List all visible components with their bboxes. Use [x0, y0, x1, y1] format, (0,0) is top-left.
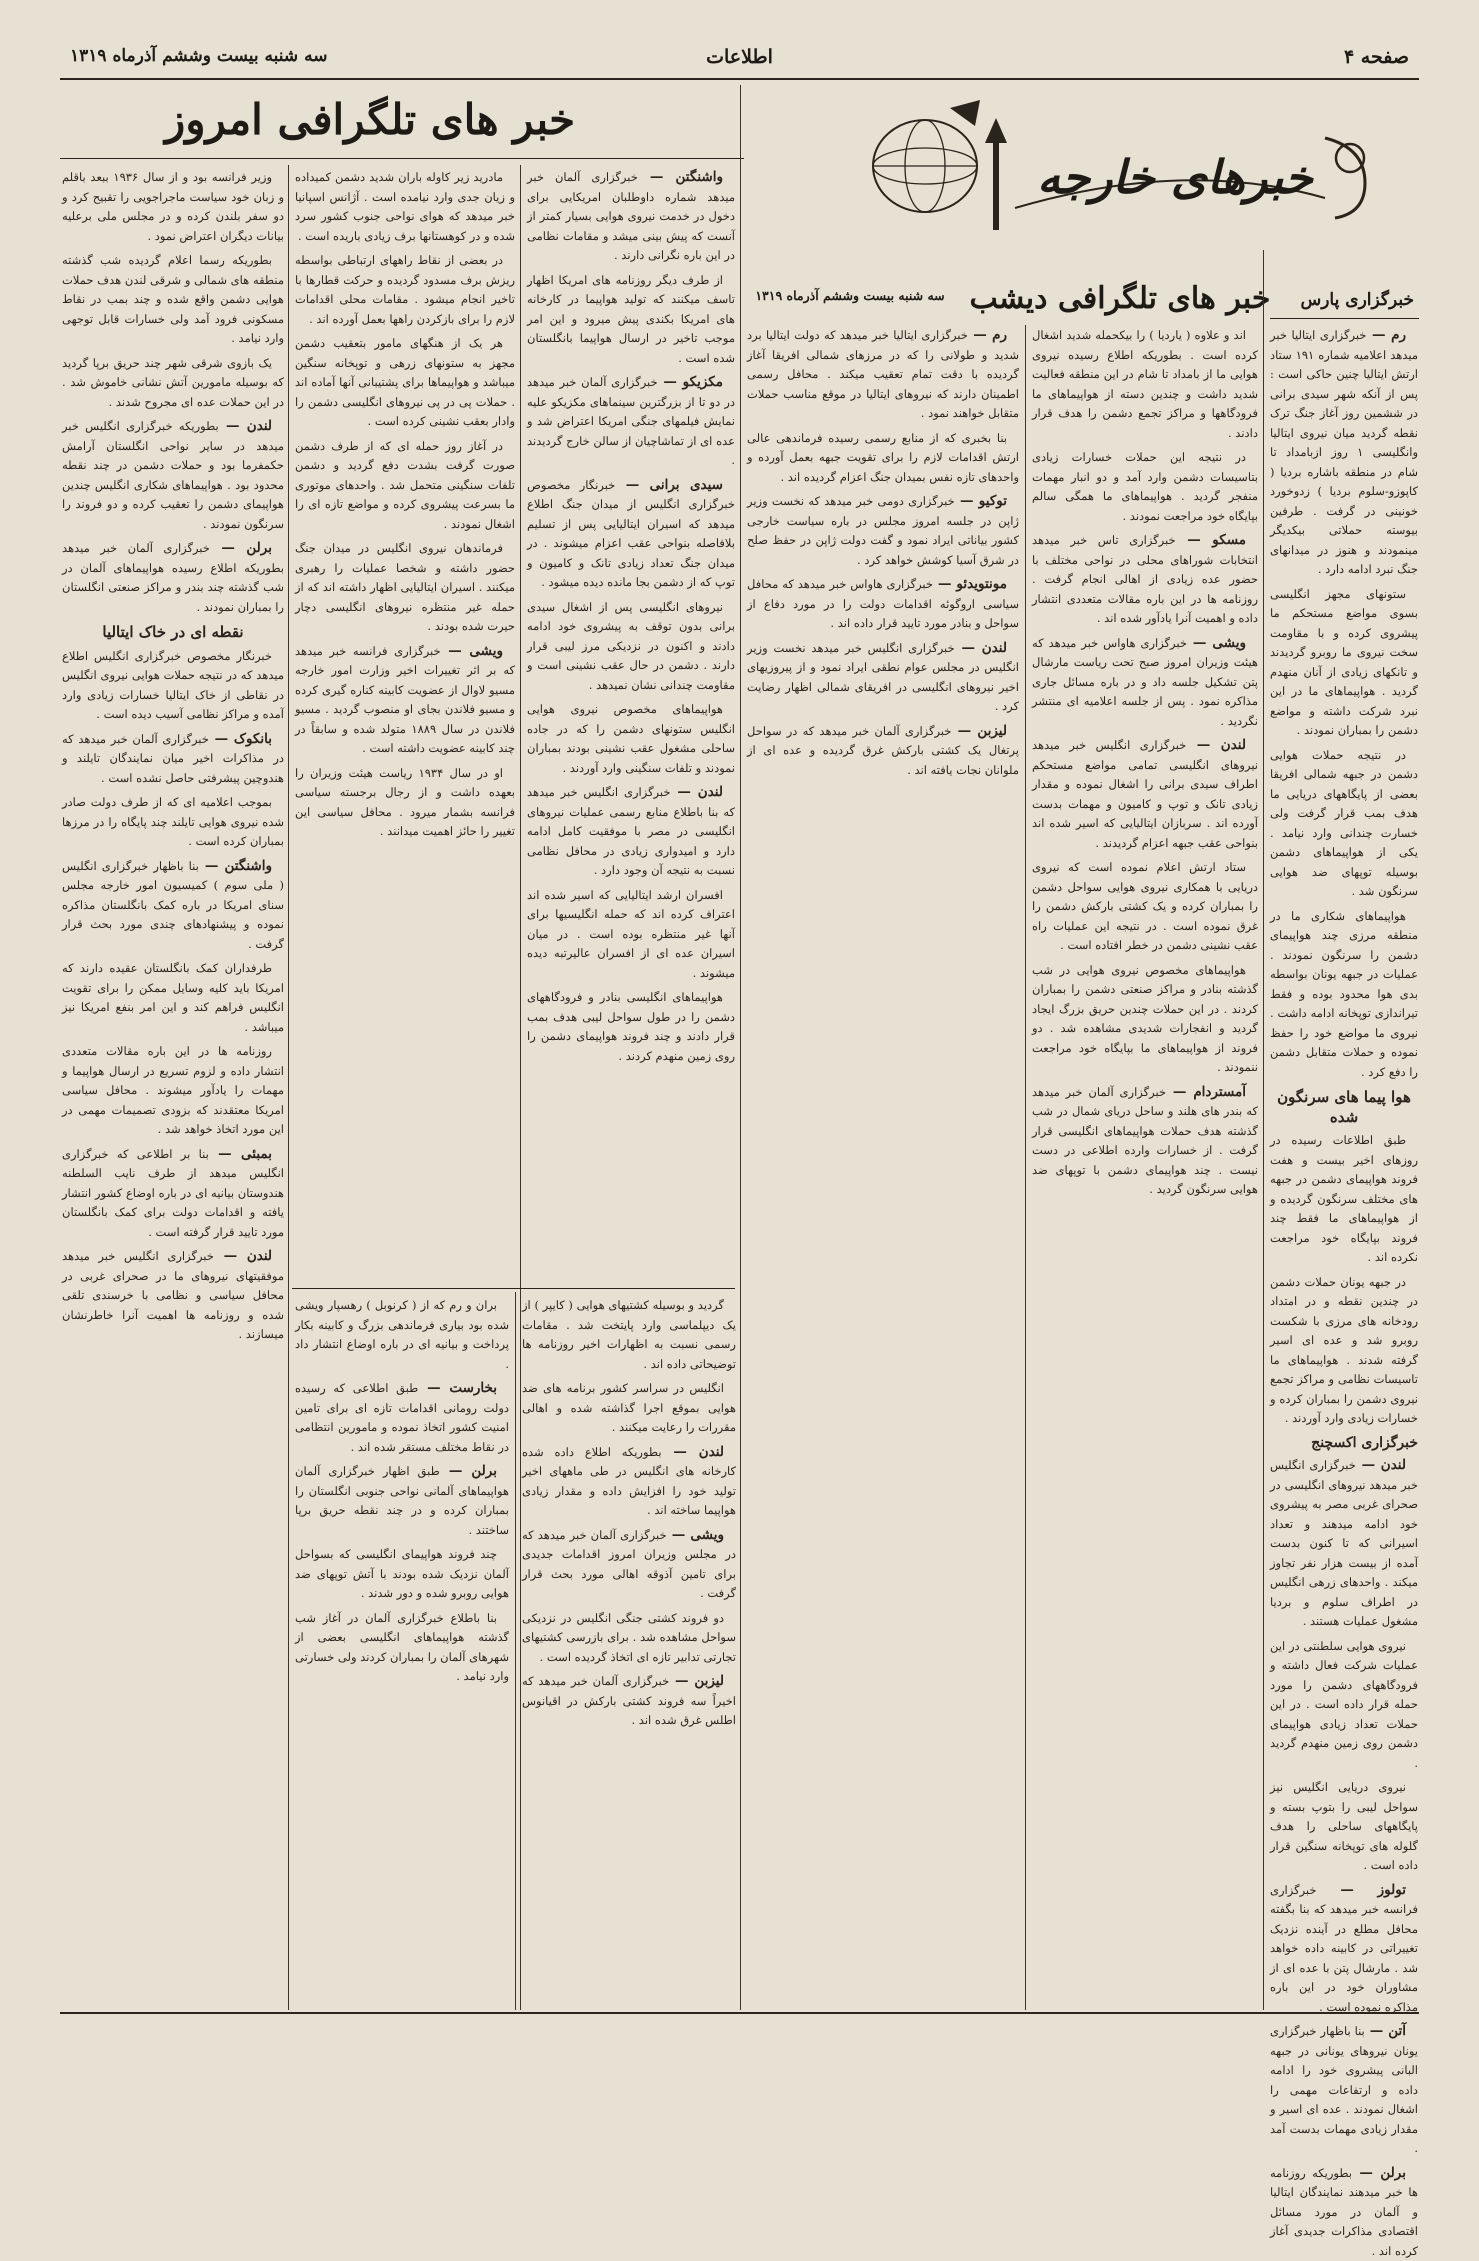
paragraph-text: در آغاز روز حمله ای که از طرف دشمن صورت گرفت بشدت دفع گردید و دشمن تلفات سنگینی متحمل شد . واحدهای موتوری ما بسرعت پیشروی کرده و مواضع تازه ای را اشغال نمودند . [295, 439, 515, 531]
column-today-3 [527, 168, 735, 1280]
paragraph-text: بموجب اعلامیه ای که از طرف دولت صادر شده نیروی هوایی تایلند چند پایگاه را در مرزها بمباران کرده است . [62, 795, 284, 848]
news-paragraph [62, 959, 284, 1037]
column-rule-4 [520, 165, 521, 2010]
header-rule [60, 78, 1419, 80]
news-paragraph [295, 334, 515, 432]
paragraph-text: خبرگزاری ایتالیا خبر میدهد که دولت ایتالیا برد شدید و طولانی را که در مرزهای شمالی افریقا آغاز گردیده با دقت تمام تعقیب میکند . محافل رسمی اطمینان دارند که نیروهای ایتالیا در موقع مناسب حملات متقابل خواهند نمود . [747, 328, 1019, 420]
paragraph-text: خبرگزاری آلمان خبر میدهد در دو تا از بزرگترین سینماهای مکزیکو علیه نمایش فیلمهای جنگی امریکا اعتراض شد و عده ای از تماشاچیان از سالن خارج گردیدند . [527, 375, 735, 467]
news-paragraph [1032, 961, 1258, 1078]
dateline: ویشی — [441, 643, 503, 659]
news-paragraph [1032, 326, 1258, 443]
paragraph-text: بطوریکه رسما اعلام گردیده شب گذشته منطقه های شمالی و شرقی لندن هدف حملات هوایی دشمن واقع شده و چند بمب در نقاط مسکونی فرود آمد ولی خسارات قابل توجهی وارد نیامد . [62, 253, 284, 345]
night-headline: خبر های تلگرافی دیشب [955, 275, 1285, 323]
news-paragraph [295, 1379, 509, 1457]
news-paragraph [1270, 1637, 1418, 1774]
column-rule-1 [1263, 250, 1264, 2010]
dateline: ویشی — [667, 1527, 724, 1543]
paragraph-text: فرماندهان نیروی انگلیس در میدان جنگ حضور داشته و شخصا عملیات را رهبری میکنند . اسیران ایتالیایی اظهار داشته اند که از حمله غیر منتظره نیروهای انگلیسی دچار حیرت شده بودند . [295, 541, 515, 633]
dateline: لندن — [219, 418, 272, 434]
news-paragraph [1270, 1778, 1418, 1876]
paragraph-text: بنا بخبری که از منابع رسمی رسیده فرماندهی عالی ارتش اقدامات لازم را برای تقویت جبهه بعمل آورده و واحدهای تازه نفس بمیدان جنگ اعزام گردیده اند . [747, 431, 1019, 484]
news-paragraph [747, 575, 1019, 634]
news-paragraph [62, 168, 284, 246]
dateline: بخارست — [418, 1380, 497, 1396]
agency-subheading: خبرگزاری اکسچنج [1270, 1434, 1418, 1454]
paragraph-text: خبرنگار مخصوص خبرگزاری انگلیس اطلاع میدهد که در نتیجه حملات هوایی نیروی انگلیس در نقاطی از خاک ایتالیا خسارات زیادی وارد آمده و مراکز نظامی آسیب دیده است . [62, 649, 284, 722]
newspaper-name: اطلاعات [706, 46, 773, 68]
column-today-4 [295, 168, 515, 1280]
paragraph-text: در نتیجه این حملات خسارات زیادی بتاسیسات دشمن وارد آمد و دو انبار مهمات منفجر گردید . هواپیماهای ما همگی سالم بپایگاه خود مراجعت نمودند . [1032, 450, 1258, 523]
news-paragraph [295, 1296, 509, 1374]
paragraph-text: طبق اظهار خبرگزاری آلمان هواپیماهای آلمانی نواحی جنوبی انگلستان را بمباران کرده و در چند نقطه حریق برپا ساختند . [295, 1464, 509, 1537]
paragraph-text: هواپیماهای شکاری ما در منطقه مرزی چند هواپیمای دشمن را سرنگون نمودند . عملیات در جبهه یونان بواسطه بدی هوا محدود بوده و فقط تیراندازی توپخانه ادامه داشت . نیروی ما مواضع خود را حفظ نموده و حملات متقابل دشمن را دفع کرد . [1270, 909, 1418, 1079]
news-paragraph [62, 1145, 284, 1243]
news-paragraph [527, 373, 735, 471]
news-paragraph [747, 639, 1019, 717]
paragraph-text: خبرگزاری انگلیس خبر میدهد که بنا باطلاع منابع رسمی عملیات نیروهای انگلیسی در مصر با موفقیت کامل ادامه دارد و امیدواری زیادی در محافل نظامی نسبت به نتیجه آن وجود دارد . [527, 785, 735, 877]
paragraph-text: او در سال ۱۹۳۴ ریاست هیئت وزیران را بعهده داشت و از رجال برجسته سیاسی فرانسه بشمار میرود . محافل سیاسی این تغییر را حائز اهمیت میدانند . [295, 766, 515, 839]
dateline: بانکوک — [209, 731, 272, 747]
paragraph-text: در نتیجه حملات هوایی دشمن در جبهه شمالی افریقا بعضی از پایگاههای دریایی ما هدف بمب قرار گرفت ولی خسارت چندانی وارد نیامد . یکی از هواپیماهای دشمن بوسیله توپهای ضد هوایی سرنگون شد . [1270, 748, 1418, 899]
news-paragraph [527, 783, 735, 881]
news-paragraph [1032, 736, 1258, 853]
paragraph-text: خبرگزاری فرانسه خبر میدهد که بر اثر تغییرات اخیر وزارت امور خارجه مسیو لاوال از عضویت کابینه کناره گیری کرده و مسیو فلاندن بجای او منصوب گردید . مسیو فلاندن در سال ۱۸۸۹ متولد شده و سابقاً در چند کابینه عضویت داشته است . [295, 644, 515, 756]
paragraph-text: بران و رم که از ( کرنوبل ) رهسپار ویشی شده بود بیاری فرماندهی بزرگ و کابینه بکار پرداخت و بیانیه ای در باره اوضاع انتشار داد . [295, 1298, 509, 1371]
news-paragraph [295, 539, 515, 637]
news-paragraph [522, 1672, 736, 1731]
news-paragraph [62, 354, 284, 413]
bottom-column-rule [515, 1292, 516, 2010]
news-paragraph [295, 1545, 509, 1604]
paragraph-text: نیروهای انگلیسی پس از اشغال سیدی برانی بدون توقف به پیشروی خود ادامه دادند و اکنون در نزدیکی مرز لیبی قرار دارند . دشمن در حال عقب نشینی است و مقاومت چندانی نشان نمیدهد . [527, 600, 735, 692]
news-paragraph [522, 1296, 736, 1374]
news-paragraph [522, 1609, 736, 1668]
main-headline-rule [60, 158, 744, 159]
paragraph-text: وزیر فرانسه بود و از سال ۱۹۳۶ ببعد باقلم و زبان خود سیاست ماجراجویی را تقبیح کرد و دو سفر بلندن کرده و در مجلس ملی برعلیه بیانات دیگران اعتراض نمود . [62, 170, 284, 243]
news-paragraph [522, 1443, 736, 1521]
dateline: برلن — [440, 1463, 497, 1479]
dateline: لندن — [662, 1444, 724, 1460]
news-paragraph [295, 1462, 509, 1540]
paragraph-text: بنا باظهار خبرگزاری یونان نیروهای یونانی در جبهه البانی پیشروی خود را ادامه داده و ارتفاعات مهمی را اشغال نمودند . عده ای اسیر و مقدار زیادی مهمات بدست آمد . [1270, 2024, 1418, 2155]
paragraph-text: از طرف دیگر روزنامه های امریکا اظهار تاسف میکنند که تولید هواپیما در کارخانه های امریکا بکندی پیش میرود و این امر موجب تاخیر در ارسال هواپیما بانگلستان شده است . [527, 273, 735, 365]
column-night-news-right [1032, 326, 1258, 2006]
bottom-block-right [522, 1296, 736, 2006]
paragraph-text: نیروی دریایی انگلیس نیز سواحل لیبی را بتوپ بسته و پایگاههای ساحلی را هدف گلوله های توپخانه سنگین قرار داده است . [1270, 1780, 1418, 1872]
paragraph-text: چند فروند هواپیمای انگلیسی که بسواحل آلمان نزدیک شده بودند با آتش توپهای ضد هوایی روبرو شده و دور شدند . [295, 1547, 509, 1600]
news-paragraph [62, 857, 284, 955]
dateline: واشنگتن — [199, 858, 272, 874]
pars-agency-title: خبرگزاری پارس [1284, 290, 1414, 310]
dateline: آتن — [1365, 2023, 1406, 2039]
dateline: لندن — [1356, 1457, 1406, 1473]
dateline: تولوز — [1317, 1882, 1407, 1898]
night-date: سه شنبه بیست وششم آذرماه ۱۳۱۹ [750, 288, 950, 303]
dateline: برلن — [1352, 2165, 1406, 2181]
paragraph-text: مادرید زیر کاوله باران شدید دشمن کمیداده و زیان جدی وارد نیامده است . آژانس اسپانیا خبر میدهد که هوای نواحی جنوب کشور سرد شده و در کوهستانها برف زیادی باریده است . [295, 170, 515, 243]
paragraph-text: بطوریکه خبرگزاری انگلیس خبر میدهد در سایر نواحی انگلستان آرامش حکمفرما بود و حملات دشمن در چند نقطه محدود بود . هواپیماهای شکاری انگلیس چندین هواپیمای دشمن را تعقیب کرده و دو فروند را سرنگون نمودند . [62, 419, 284, 531]
paragraph-text: اند و علاوه ( یاردیا ) را بیکحمله شدید اشغال کرده است . بطوریکه اطلاع رسیده نیروی هوایی ما از بامداد تا شام در این منطقه فعالیت شدید داشت و چندین دسته از هواپیماهای ما فرودگاهها و مراکز تجمع دشمن را هدف قرار دادند . [1032, 328, 1258, 440]
dateline: بمبئی — [209, 1146, 272, 1162]
news-paragraph [295, 642, 515, 759]
news-paragraph [527, 988, 735, 1066]
news-paragraph [522, 1526, 736, 1604]
dateline: لندن — [955, 640, 1007, 656]
dateline: لیزبن — [951, 723, 1007, 739]
news-paragraph [747, 492, 1019, 570]
news-paragraph [1032, 1083, 1258, 1200]
paragraph-text: خبرگزاری آلمان خبر میدهد که اخیراً سه فروند کشتی بارکش در اقیانوس اطلس غرق شده اند . [522, 1674, 736, 1727]
paragraph-text: خبرگزاری آلمان خبر میدهد که بندر های هلند و ساحل دریای شمال در شب گذشته هدف حملات هواپیماهای انگلیسی قرار گرفت . از خسارات وارده اطلاعی در دست نیست . چند هواپیمای دشمن با توپهای ضد هوایی سرنگون گردید . [1032, 1085, 1258, 1197]
paragraph-text: خبرگزاری فرانسه خبر میدهد که بنا بگفته محافل مطلع در آینده نزدیک تغییراتی در کابینه داده خواهد شد . مارشال پتن با عده ای از مشاوران خود در این باره مذاکره نموده است . [1270, 1883, 1418, 2014]
paragraph-text: بطوریکه اطلاع داده شده کارخانه های انگلیس در طی ماههای اخیر تولید خود را افزایش داده و مقدار زیادی هواپیما ساخته اند . [522, 1445, 736, 1518]
page-number: صفحه ۴ [1344, 46, 1409, 68]
news-paragraph [527, 700, 735, 778]
paragraph-text: خبرگزاری دومی خبر میدهد که نخست وزیر ژاپن در جلسه امروز مجلس در باره سیاست خارجی کشور بیاناتی ایراد نمود و گفت دولت ژاپن در حفظ صلح در شرق آسیا کوشش خواهد کرد . [747, 494, 1019, 567]
news-paragraph [527, 271, 735, 369]
paragraph-text: هواپیماهای مخصوص نیروی هوایی انگلیس ستونهای دشمن را که در جاده ساحلی مشغول عقب نشینی بودند بمباران نمودند و تلفات سنگینی وارد آوردند . [527, 702, 735, 775]
subheading: نقطه ای در خاک ایتالیا [62, 623, 284, 643]
paragraph-text: بنا باطلاع خبرگزاری آلمان در آغاز شب گذشته هواپیماهای انگلیسی بعضی از شهرهای آلمان را بمباران کردند ولی خسارتی وارد نیامد . [295, 1611, 509, 1684]
paragraph-text: بطوریکه روزنامه ها خبر میدهند نمایندگان ایتالیا و آلمان در مورد مسائل اقتصادی مذاکرات جدیدی آغاز کرده اند . [1270, 2166, 1418, 2258]
dateline: رم — [1366, 327, 1406, 343]
paragraph-text: خبرگزاری انگلیس خبر میدهد نیروهای انگلیسی تمامی مواضع مستحکم اطراف سیدی برانی را اشغال نموده و مقدار زیادی تانک و توپ و کامیون و مهمات بدست آورده اند . سربازان ایتالیایی که اسیر شده اند بنواحی عقب جبهه اعزام گردیدند . [1032, 738, 1258, 850]
news-paragraph [1032, 634, 1258, 732]
paragraph-text: خبرگزاری آلمان خبر میدهد شماره داوطلبان امریکایی برای دخول در خدمت نیروی هوایی بسیار کمتر از آنست که پیش بینی میشد و مقامات نظامی در این باره نگرانی دارند . [527, 170, 735, 262]
column-rule-5 [288, 165, 289, 2010]
news-paragraph [1270, 2164, 1418, 2261]
subheading: هوا پیما های سرنگون شده [1270, 1088, 1418, 1127]
paragraph-text: خبرگزاری انگلیس خبر میدهد موفقیتهای نیروهای ما در صحرای غربی در محافل سیاسی و نظامی با خرسندی تلقی شده و روزنامه ها اهمیت آنرا خاطرنشان میسازند . [62, 1249, 284, 1341]
dateline: لیزبن — [669, 1673, 724, 1689]
news-paragraph [1270, 1273, 1418, 1429]
news-paragraph [1032, 531, 1258, 629]
news-paragraph [62, 251, 284, 349]
dateline: لندن — [670, 784, 723, 800]
news-paragraph [1270, 907, 1418, 1083]
column-night-news-left [747, 326, 1019, 2006]
foreign-news-logo [855, 98, 1385, 238]
dateline: واشنگتن — [638, 169, 723, 185]
news-paragraph [62, 539, 284, 617]
paragraph-text: خبرگزاری انگلیس خبر میدهد نخست وزیر انگلیس در مجلس عوام نطقی ایراد نمود و از پیروزیهای اخیر نیروهای انگلیسی در افریقای شمالی اظهار رضایت کرد . [747, 641, 1019, 714]
dateline: ویشی — [1187, 635, 1246, 651]
news-paragraph [747, 722, 1019, 781]
paragraph-text: دو فروند کشتی جنگی انگلیس در نزدیکی سواحل مشاهده شد . برای بازرسی کشتیهای تجارتی تدابیر تازه ای اتخاذ گردیده است . [522, 1611, 736, 1664]
footer-rule [60, 2012, 1419, 2014]
news-paragraph [527, 886, 735, 984]
news-paragraph [1270, 1881, 1418, 2018]
paragraph-text: افسران ارشد ایتالیایی که اسیر شده اند اعتراف کرده اند که حمله انگلیسیها برای آنها غیر منتظره بوده است . در میان اسیران عده ای از افسران عالیرتبه دیده میشوند . [527, 888, 735, 980]
news-paragraph [62, 647, 284, 725]
paragraph-text: طبق اطلاعات رسیده در روزهای اخیر بیست و هفت فروند هواپیمای دشمن در جبهه های مختلف سرنگون گردیده و از هواپیماهای ما فقط چند فروند بپایگاه خود مراجعت نکرده اند . [1270, 1133, 1418, 1264]
paragraph-text: یک بازوی شرقی شهر چند حریق برپا گردید که بوسیله مامورین آتش نشانی خاموش شد . در این حملات عده ای مجروح شدند . [62, 356, 284, 409]
paragraph-text: طرفداران کمک بانگلستان عقیده دارند که امریکا باید کلیه وسایل ممکن را برای تقویت انگلیس فراهم کند و این امر بنفع امریکا نیز میباشد . [62, 961, 284, 1034]
paragraph-text: خبرگزاری انگلیس خبر میدهد نیروهای انگلیسی در صحرای غربی مصر به پیشروی خود ادامه میدهند و تعداد اسیرانی که تا کنون بدست آمده از بیست هزار نفر تجاوز میکند . واحدهای زرهی انگلیس در اطراف سلوم و بردیا مشغول عملیات هستند . [1270, 1458, 1418, 1628]
dateline: مکزیکو — [658, 374, 723, 390]
paragraph-text: انگلیس در سراسر کشور برنامه های ضد هوایی بموقع اجرا گذاشته شده و اهالی مقررات را رعایت میکنند . [522, 1381, 736, 1434]
news-paragraph [1032, 448, 1258, 526]
news-paragraph [1270, 1131, 1418, 1268]
paragraph-text: طبق اطلاعی که رسیده دولت رومانی اقدامات تازه ای برای تامین امنیت کشور اتخاذ نموده و مامورین انتظامی در نقاط مختلف مستقر شده اند . [295, 1381, 509, 1454]
news-paragraph [527, 476, 735, 593]
news-paragraph [1270, 585, 1418, 741]
paragraph-text: خبرگزاری آلمان خبر میدهد که در مجلس وزیران امروز اقدامات جدیدی برای تامین آذوقه اهالی مورد بحث قرار گرفت . [522, 1528, 736, 1601]
dateline: مونتویدئو — [933, 576, 1007, 592]
news-paragraph [1270, 326, 1418, 580]
paragraph-text: خبرگزاری آلمان خبر میدهد که در سواحل پرتغال یک کشتی بارکش غرق گردیده و عده ای از ملوانان نجات یافته اند . [747, 724, 1019, 777]
paragraph-text: ستاد ارتش اعلام نموده است که نیروی دریایی با همکاری نیروی هوایی سواحل دشمن را بمباران کرده و یک کشتی بارکش دشمن را غرق نموده است . در نتیجه این عملیات راه عقب نشینی دشمن در خطر افتاده است . [1032, 860, 1258, 952]
paragraph-text: روزنامه ها در این باره مقالات متعددی انتشار داده و لزوم تسریع در ارسال هواپیما و مهمات را یادآور میشوند . محافل سیاسی امریکا معتقدند که بزودی تصمیمات مهمی در این مورد اتخاذ خواهد شد . [62, 1044, 284, 1136]
dateline: برلن — [210, 540, 272, 556]
main-headline: خبر های تلگرافی امروز [160, 88, 580, 152]
news-paragraph [62, 1247, 284, 1345]
paragraph-text: در جبهه یونان حملات دشمن در چندین نقطه و در امتداد رودخانه های مرزی با شکست روبرو شد و عده ای اسیر گرفته شدند . هواپیماهای ما تاسیسات نظامی و مراکز تجمع نیروی دشمن را بمباران کرده و خسارات زیادی وارد آوردند . [1270, 1275, 1418, 1426]
news-paragraph [295, 1609, 509, 1687]
issue-date: سه شنبه بیست وششم آذرماه ۱۳۱۹ [70, 46, 327, 66]
news-paragraph [747, 326, 1019, 424]
pars-rule [1270, 318, 1419, 319]
dateline: لندن — [1186, 737, 1246, 753]
paragraph-text: خبرگزاری هاواس خبر میدهد که هیئت وزیران امروز صبح تحت ریاست مارشال پتن تشکیل جلسه داد و در باره مسائل جاری مذاکره نمود . پس از جلسه اعلامیه ای منتشر نگردید . [1032, 636, 1258, 728]
paragraph-text: هر یک از هنگهای مامور بتعقیب دشمن مجهز به ستونهای زرهی و توپخانه سنگین میباشد و هواپیماها برای پشتیبانی آنها آماده اند . حملات پی در پی نیروهای انگلیسی دشمن را وادار بعقب نشینی کرده است . [295, 336, 515, 428]
paragraph-text: بنا بر اطلاعی که خبرگزاری انگلیس میدهد از طرف نایب السلطنه هندوستان بیانیه ای در باره اوضاع کشور انتشار یافته و اقدامات دولت برای کمک بانگلستان مورد تایید قرار گرفته است . [62, 1147, 284, 1239]
news-paragraph [295, 168, 515, 246]
paragraph-text: نیروی هوایی سلطنتی در این عملیات شرکت فعال داشته و فرودگاههای دشمن را مورد حمله قرار داده است . در این حملات تعداد زیادی هواپیمای دشمن روی زمین منهدم گردید . [1270, 1639, 1418, 1770]
paragraph-text: بنا باظهار خبرگزاری انگلیس ( ملی سوم ) کمیسیون امور خارجه مجلس سنای امریکا در باره کمک بانگلستان مذاکره نموده و پیشنهادهای چندی مورد بحث قرار گرفت . [62, 859, 284, 951]
paragraph-text: هواپیماهای مخصوص نیروی هوایی در شب گذشته بنادر و مراکز صنعتی دشمن را بمباران کردند . در این حملات چندین حریق بزرگ ایجاد گردید و انفجارات شدیدی مشاهده شد . دو فروند از هواپیماهای ما بپایگاه خود مراجعت ننمودند . [1032, 963, 1258, 1075]
dateline: سیدی برانی — [615, 477, 723, 493]
paragraph-text: خبرگزاری آلمان خبر میدهد بطوریکه اطلاع رسیده هواپیماهای آلمان در شب گذشته چند بندر و مراکز صنعتی انگلستان را بمباران نمودند . [62, 541, 284, 614]
logo-text: خبرهای خارجه [1037, 150, 1314, 205]
news-paragraph [527, 598, 735, 696]
paragraph-text: هواپیماهای انگلیسی بنادر و فرودگاههای دشمن را در طول سواحل لیبی هدف بمب قرار دادند و چند فروند هواپیمای دشمن را روی زمین منهدم کردند . [527, 990, 735, 1063]
paragraph-text: خبرگزاری تاس خبر میدهد انتخابات شوراهای محلی در نواحی مختلف با حضور عده زیادی از اهالی انجام گرفت . روزنامه ها در این باره مقالات متعددی انتشار داده و اهمیت آنرا یادآور شده اند . [1032, 533, 1258, 625]
news-paragraph [295, 437, 515, 535]
paragraph-text: ستونهای مجهز انگلیسی بسوی مواضع مستحکم ما پیشروی کرده و با مقاومت سخت نیروی ما روبرو گردیدند و تانکهای زیادی از آنان منهدم گردید . هواپیماهای ما در این نبرد شرکت داشته و مواضع دشمن را بمباران نمودند . [1270, 587, 1418, 738]
paragraph-text: خبرنگار مخصوص خبرگزاری انگلیس از میدان جنگ اطلاع میدهد که اسیران ایتالیایی پس از تسلیم بلافاصله بنواحی عقب اعزام میشوند . در میدان جنگ تعداد زیادی تانک و کامیون و توپ که از دشمن بجا مانده دیده میشود . [527, 478, 735, 590]
news-paragraph [295, 251, 515, 329]
column-today-5 [62, 168, 284, 2006]
dateline: مسکو — [1176, 532, 1246, 548]
paragraph-text: خبرگزاری هاواس خبر میدهد که محافل سیاسی اروگوئه اقدامات دولت را در مورد دفاع از سواحل و بنادر مورد تایید قرار داده اند . [747, 577, 1019, 630]
news-paragraph [62, 417, 284, 534]
news-paragraph [1270, 1456, 1418, 1632]
news-paragraph [1270, 746, 1418, 902]
column-rule-2 [1025, 325, 1026, 2010]
paragraph-text: گردید و بوسیله کشتیهای هوایی ( کایپر ) از یک دیپلماسی وارد پایتخت شد . مقامات رسمی نسبت به اظهارات اخیر روزنامه ها توضیحاتی داده اند . [522, 1298, 736, 1371]
news-paragraph [522, 1379, 736, 1438]
dateline: لندن — [214, 1248, 272, 1264]
news-paragraph [62, 1042, 284, 1140]
paragraph-text: خبرگزاری ایتالیا خبر میدهد اعلامیه شماره ۱۹۱ ستاد ارتش ایتالیا چنین حاکی است : پس از آنکه شهر سیدی برانی در ششمین روز آغاز جنگ ترک نقطه گردید میان نیروی ایتالیا وانگلیسی ۱ روز ازبامداد تا شام در منطقه باشاره بردیا ( کاپوزو-سلوم بردیا ) زدوخورد خونینی در گرفت . طرفین بیوسته حملاتی بیکدیگر مینمودند و هنوز در میدانهای جنگ نبرد ادامه دارد . [1270, 328, 1418, 576]
page-header [70, 32, 1409, 72]
dateline: آمستردام — [1166, 1084, 1246, 1100]
news-paragraph [295, 764, 515, 842]
news-paragraph [62, 793, 284, 852]
news-paragraph [1032, 858, 1258, 956]
news-paragraph [527, 168, 735, 266]
news-paragraph [747, 429, 1019, 488]
news-paragraph [1270, 2022, 1418, 2159]
dateline: توکیو — [955, 493, 1007, 509]
dateline: رم — [968, 327, 1007, 343]
column-rule-3 [740, 85, 741, 2010]
bottom-block-rule [292, 1288, 735, 1289]
column-pars [1270, 326, 1418, 2006]
paragraph-text: در بعضی از نقاط راههای ارتباطی بواسطه ریزش برف مسدود گردیده و حرکت قطارها با تاخیر انجام میشود . مقامات محلی اقدامات لازم را برای بازکردن راهها بعمل آورده اند . [295, 253, 515, 326]
bottom-block-left [295, 1296, 509, 2006]
paragraph-text: خبرگزاری آلمان خبر میدهد که در مذاکرات اخیر میان نمایندگان تایلند و هندوچین پیشرفتی حاصل نشده است . [62, 732, 284, 785]
news-paragraph [62, 730, 284, 789]
